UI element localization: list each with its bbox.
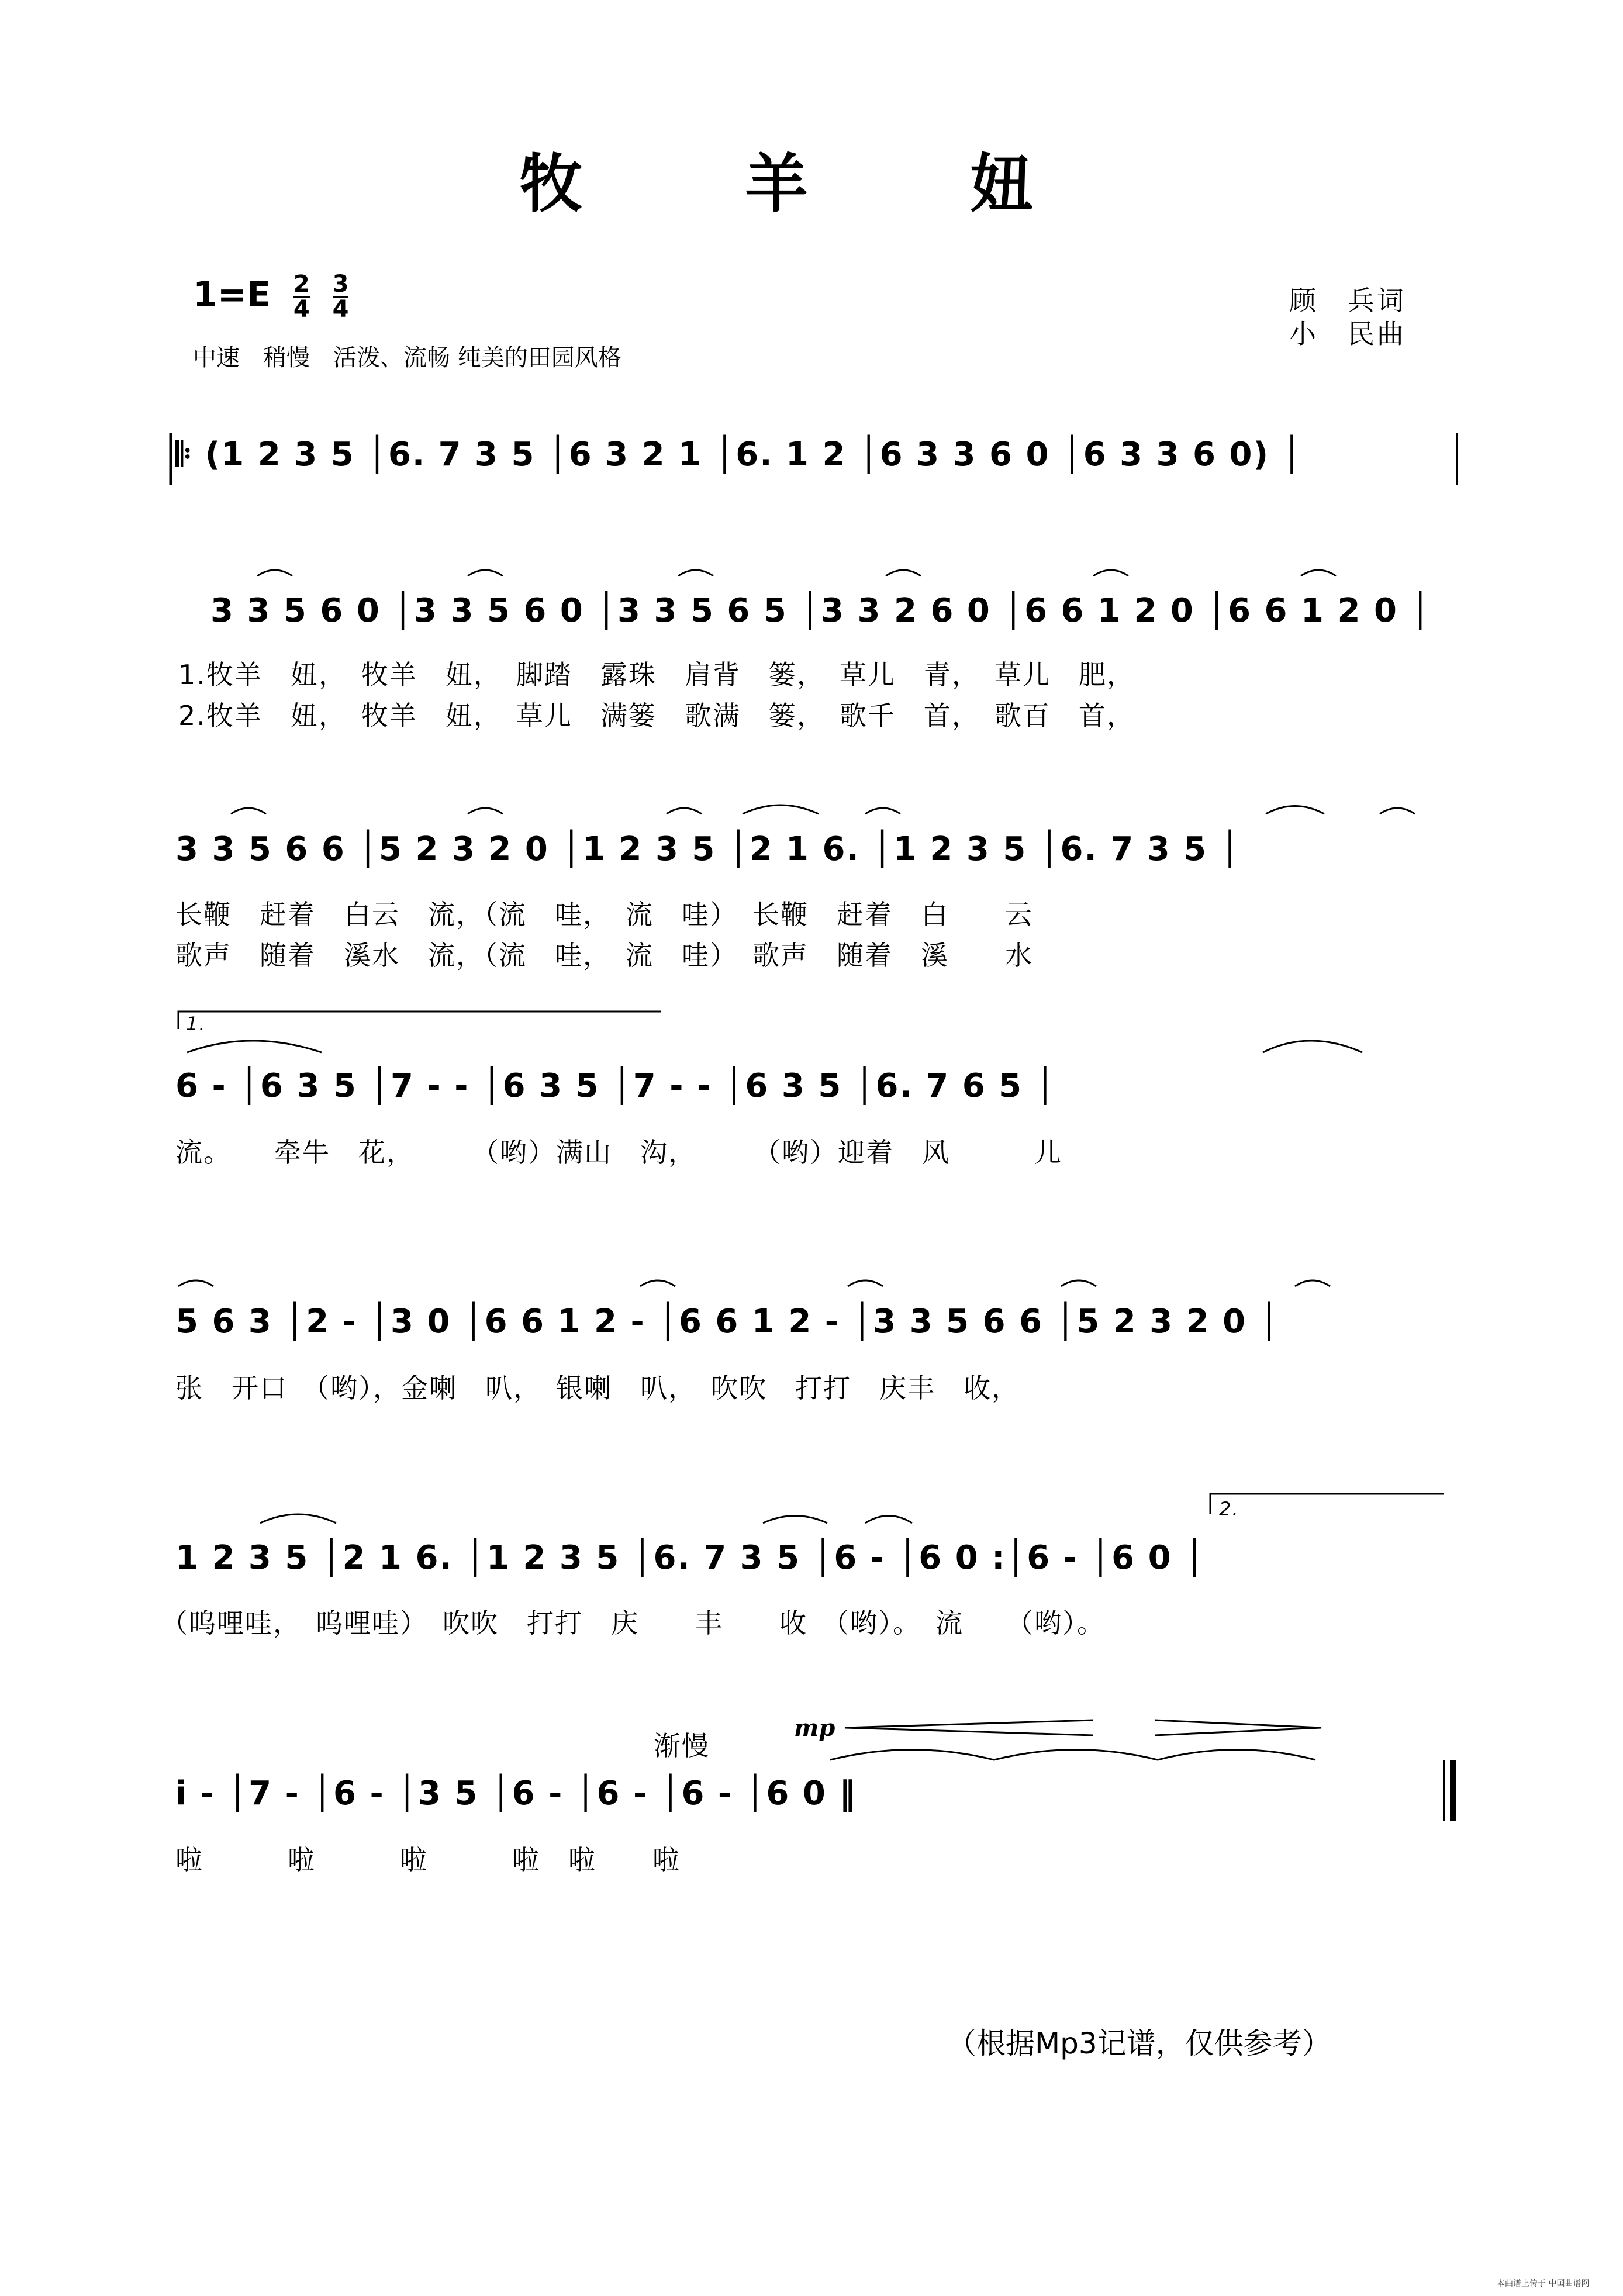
volta-2-label: 2. [1219,1498,1239,1520]
volta-1-bracket [178,1011,661,1029]
notation-line-7: i - │7 - │6 - │3 5 │6 - │6 - │6 - │6 0 ‖ [175,1774,857,1812]
slur [640,1280,675,1286]
slur [260,1514,336,1523]
tie [1158,1750,1315,1760]
lyrics-line-5: 张 开口 （哟），金喇 叭， 银喇 叭， 吹吹 打打 庆丰 收， [175,1372,1020,1404]
slur [865,808,900,814]
slur [1295,1280,1330,1286]
key-label: 1=E [193,274,271,316]
slur [1266,806,1324,814]
tempo-marking: 中速 稍慢 活泼、流畅 纯美的田园风格 [193,344,621,371]
notation-line-5: 5 6 3 │2 - │3 0 │6 6 1 2 - │6 6 1 2 - │3 3 5 6 6 │5 2 3 2 0 │ [175,1303,1280,1341]
decrescendo-hairpin [1155,1720,1321,1735]
slur [678,570,713,576]
slur [468,570,503,576]
time-sig-den: 4 [293,296,310,323]
slur [1093,570,1128,576]
time-sig-num: 3 [332,271,349,298]
slur [1263,1041,1362,1052]
slur [886,570,921,576]
slur [865,1516,912,1524]
slur [231,808,266,814]
slur [257,570,292,576]
notation-line-6: 1 2 3 5 │2 1 6. │1 2 3 5 │6. 7 3 5 │6 - │6 0 :│6 - │6 0 │ [175,1539,1206,1577]
slur [763,1516,827,1524]
slur [1301,570,1336,576]
slur [667,808,702,814]
notation-line-4: 6 - │6 3 5 │7 - - │6 3 5 │7 - - │6 3 5 │6. 7 6 5 │ [175,1067,1056,1105]
notation-line-2: 3 3 5 6 0 │3 3 5 6 0 │3 3 5 6 5 │3 3 2 6 0 │6 6 1 2 0 │6 6 1 2 0 │ [210,592,1432,630]
slur [468,808,503,814]
transcription-note: （根据Mp3记谱，仅供参考） [947,2026,1331,2060]
tempo-change-label: 渐慢 [654,1730,710,1762]
site-watermark: 本曲谱上传于 中国曲谱网 [1497,2279,1590,2288]
composer-credit: 小 民曲 [1289,318,1406,350]
slur [743,805,819,814]
dynamic-mp: mp [794,1714,835,1742]
lyrics-verse-1: 长鞭 赶着 白云 流，（流 哇， 流 哇） 长鞭 赶着 白 云 [175,899,1033,930]
time-sig-den: 4 [332,296,349,323]
slur [1061,1280,1096,1286]
volta-2-bracket [1210,1494,1444,1514]
slur [1380,808,1415,814]
tie [994,1750,1158,1760]
crescendo-hairpin [845,1720,1093,1735]
lyricist-credit: 顾 兵词 [1289,285,1406,316]
notation-line-1: 𝄆 (1 2 3 5 │6. 7 3 5 │6 3 2 1 │6. 1 2 │6 3 3 6 0 │6 3 3 6 0) │ [175,436,1303,474]
page-title: 牧 羊 妞 [519,147,1104,221]
lyrics-verse-2: 2.牧羊 妞， 牧羊 妞， 草儿 满篓 歌满 篓， 歌千 首， 歌百 首， [178,700,1135,731]
lyrics-line-4: 流。 牵牛 花， （哟）满山 沟， （哟）迎着 风 儿 [175,1137,1062,1168]
lyrics-line-7: 啦 啦 啦 啦 啦 啦 [175,1844,681,1876]
slur [187,1041,322,1052]
lyrics-verse-1: 1.牧羊 妞， 牧羊 妞， 脚踏 露珠 肩背 篓， 草儿 青， 草儿 肥， [178,659,1135,690]
time-sig-num: 2 [293,271,310,298]
tie [830,1750,994,1760]
slur [848,1280,883,1286]
notation-line-3: 3 3 5 6 6 │5 2 3 2 0 │1 2 3 5 │2 1 6. │1 2 3 5 │6. 7 3 5 │ [175,830,1241,868]
slur [178,1280,213,1286]
volta-1-label: 1. [186,1013,206,1035]
lyrics-verse-2: 歌声 随着 溪水 流，（流 哇， 流 哇） 歌声 随着 溪 水 [175,940,1033,971]
lyrics-line-6: （呜哩哇， 呜哩哇） 吹吹 打打 庆 丰 收 （哟）。 流 （哟）。 [161,1607,1105,1639]
